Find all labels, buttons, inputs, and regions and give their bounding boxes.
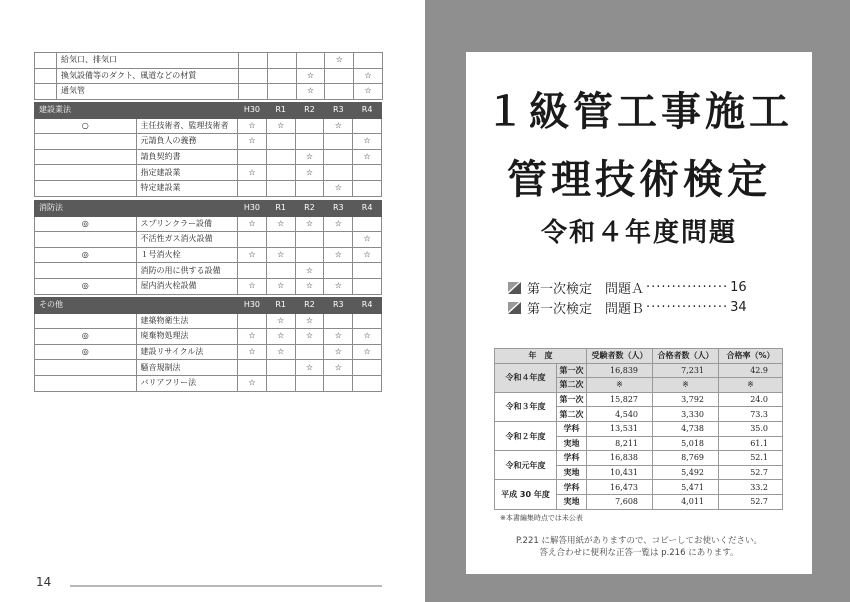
topic-row (35, 84, 383, 100)
stats-passed: 3,330 (653, 407, 719, 422)
stats-passed: 4,738 (653, 421, 719, 436)
stats-row (495, 480, 783, 495)
year-star-cell (238, 360, 267, 376)
year-star-cell (295, 180, 324, 196)
topic-table-construction-business-act (34, 102, 382, 197)
topic-name: 換気設備等のダクト、風道などの材質 (57, 68, 239, 84)
topic-row (35, 118, 382, 134)
importance-mark: ◎ (35, 344, 137, 360)
toc-page: 16 (730, 280, 747, 295)
year-star-cell (266, 375, 295, 391)
year-star-cell (267, 84, 296, 100)
stats-row (495, 363, 783, 378)
stats-examinees: 7,608 (587, 494, 653, 509)
year-header: R4 (353, 298, 382, 314)
stats-pass-rate: 52.7 (719, 494, 783, 509)
year-star-cell: ☆ (353, 149, 382, 165)
year-header: R1 (266, 201, 295, 217)
stats-exam-type: 第一次 (557, 392, 587, 407)
year-star-cell: ☆ (324, 278, 353, 294)
year-star-cell (238, 149, 267, 165)
year-header: R2 (295, 298, 324, 314)
stats-row (495, 421, 783, 436)
stats-exam-type: 学科 (557, 421, 587, 436)
topic-row (35, 375, 382, 391)
stats-examinees: 16,473 (587, 480, 653, 495)
right-page (425, 0, 850, 602)
year-star-cell: ☆ (324, 247, 353, 263)
triangle-bullet-icon (508, 282, 521, 294)
year-star-cell (324, 313, 353, 329)
importance-mark: ◎ (35, 329, 137, 345)
stats-pass-rate: ※ (719, 378, 783, 393)
year-star-cell: ☆ (324, 329, 353, 345)
topic-row (35, 149, 382, 165)
year-star-cell (266, 134, 295, 150)
year-star-cell (266, 149, 295, 165)
year-star-cell: ☆ (296, 84, 325, 100)
topic-name: 廃棄物処理法 (136, 329, 238, 345)
year-star-cell: ☆ (353, 247, 382, 263)
topic-name: 主任技術者、監理技術者 (136, 118, 238, 134)
stats-row (495, 392, 783, 407)
year-star-cell (324, 232, 353, 248)
topic-name: 不活性ガス消火設備 (136, 232, 238, 248)
importance-mark (35, 149, 137, 165)
year-star-cell: ☆ (238, 134, 267, 150)
importance-mark: ○ (35, 118, 137, 134)
subtitle: 令和４年度問題 (540, 218, 737, 248)
category-header-row (35, 103, 382, 119)
header-pass-rate: 合格率（%） (719, 349, 783, 364)
importance-mark: ◎ (35, 247, 137, 263)
stats-pass-rate: 33.2 (719, 480, 783, 495)
year-header: H30 (238, 201, 267, 217)
year-star-cell: ☆ (266, 216, 295, 232)
stats-passed: 5,471 (653, 480, 719, 495)
topic-row (35, 180, 382, 196)
stats-passed: 5,492 (653, 465, 719, 480)
topic-name: 特定建設業 (136, 180, 238, 196)
topic-row (35, 329, 382, 345)
importance-mark (35, 232, 137, 248)
topic-name: 屋内消火栓設備 (136, 278, 238, 294)
year-star-cell (324, 134, 353, 150)
topic-row (35, 232, 382, 248)
stats-examinees: 8,211 (587, 436, 653, 451)
toc-dots: ················ (646, 300, 729, 315)
topic-table-fire-service-act (34, 200, 382, 295)
footer-divider (70, 585, 382, 587)
topic-name: 建設リサイクル法 (136, 344, 238, 360)
year-star-cell (266, 360, 295, 376)
year-star-cell: ☆ (238, 118, 267, 134)
importance-mark (35, 313, 137, 329)
year-star-cell: ☆ (266, 344, 295, 360)
year-star-cell: ☆ (354, 84, 383, 100)
importance-mark (35, 84, 57, 100)
stats-examinees: 16,839 (587, 363, 653, 378)
year-star-cell (353, 216, 382, 232)
year-star-cell (239, 68, 268, 84)
year-star-cell (353, 278, 382, 294)
topic-name: 元請負人の義務 (136, 134, 238, 150)
year-star-cell (295, 232, 324, 248)
stats-pass-rate: 24.0 (719, 392, 783, 407)
year-star-cell: ☆ (295, 278, 324, 294)
importance-mark (35, 375, 137, 391)
year-star-cell (353, 360, 382, 376)
importance-mark (35, 53, 57, 69)
year-header: R4 (353, 103, 382, 119)
year-star-cell (324, 165, 353, 181)
title-line-1: １級管工事施工 (485, 89, 793, 135)
importance-mark (35, 134, 137, 150)
year-star-cell: ☆ (238, 329, 267, 345)
year-star-cell: ☆ (266, 278, 295, 294)
topic-row (35, 278, 382, 294)
exam-statistics-table (494, 348, 783, 510)
topic-row (35, 53, 383, 69)
year-header: R4 (353, 201, 382, 217)
year-star-cell (238, 232, 267, 248)
year-star-cell: ☆ (353, 134, 382, 150)
year-header: R2 (295, 201, 324, 217)
year-star-cell (295, 344, 324, 360)
year-star-cell (354, 53, 383, 69)
stats-row (495, 451, 783, 466)
year-star-cell (353, 165, 382, 181)
stats-exam-type: 第二次 (557, 407, 587, 422)
topic-name: 指定建設業 (136, 165, 238, 181)
stats-exam-type: 実地 (557, 465, 587, 480)
year-star-cell (353, 313, 382, 329)
year-star-cell: ☆ (295, 263, 324, 279)
year-star-cell: ☆ (295, 216, 324, 232)
topic-name: 騒音規制法 (136, 360, 238, 376)
toc-page: 34 (730, 300, 747, 315)
year-star-cell: ☆ (353, 232, 382, 248)
year-header: R2 (295, 103, 324, 119)
category-name: 消防法 (35, 201, 238, 217)
stats-year: 令和２年度 (495, 421, 557, 450)
stats-year: 令和３年度 (495, 392, 557, 421)
stats-pass-rate: 42.9 (719, 363, 783, 378)
year-star-cell (353, 375, 382, 391)
year-star-cell: ☆ (295, 329, 324, 345)
year-star-cell: ☆ (324, 180, 353, 196)
year-header: H30 (238, 103, 267, 119)
year-star-cell (266, 263, 295, 279)
year-star-cell (296, 53, 325, 69)
topic-name: 消防の用に供する設備 (136, 263, 238, 279)
stats-exam-type: 学科 (557, 451, 587, 466)
stats-pass-rate: 61.1 (719, 436, 783, 451)
year-star-cell (324, 375, 353, 391)
year-header: H30 (238, 298, 267, 314)
stats-passed: 8,769 (653, 451, 719, 466)
year-star-cell: ☆ (266, 247, 295, 263)
stats-pass-rate: 35.0 (719, 421, 783, 436)
stats-exam-type: 実地 (557, 494, 587, 509)
header-passed: 合格者数（人） (653, 349, 719, 364)
year-star-cell: ☆ (295, 313, 324, 329)
year-star-cell (353, 263, 382, 279)
year-star-cell (324, 149, 353, 165)
year-star-cell: ☆ (238, 247, 267, 263)
stats-year: 令和４年度 (495, 363, 557, 392)
stats-examinees: 15,827 (587, 392, 653, 407)
topic-row (35, 216, 382, 232)
year-header: R1 (266, 298, 295, 314)
stats-exam-type: 実地 (557, 436, 587, 451)
year-star-cell: ☆ (353, 329, 382, 345)
year-star-cell: ☆ (324, 216, 353, 232)
stats-examinees: 4,540 (587, 407, 653, 422)
header-examinees: 受験者数（人） (587, 349, 653, 364)
stats-examinees: 16,838 (587, 451, 653, 466)
topic-row (35, 344, 382, 360)
topic-name: スプリンクラー設備 (136, 216, 238, 232)
topic-row (35, 68, 383, 84)
year-star-cell (238, 263, 267, 279)
year-header: R1 (266, 103, 295, 119)
year-star-cell: ☆ (295, 149, 324, 165)
year-star-cell (295, 375, 324, 391)
year-star-cell: ☆ (295, 360, 324, 376)
stats-examinees: 10,431 (587, 465, 653, 480)
title-line-2: 管理技術検定 (507, 157, 771, 203)
stats-year: 令和元年度 (495, 451, 557, 480)
toc-entry-problem-a (508, 278, 747, 297)
toc-dots: ················ (646, 280, 729, 295)
importance-mark (35, 165, 137, 181)
page-number: 14 (36, 575, 52, 589)
year-star-cell (295, 134, 324, 150)
year-star-cell (239, 53, 268, 69)
year-star-cell: ☆ (354, 68, 383, 84)
year-star-cell (266, 232, 295, 248)
stats-exam-type: 第一次 (557, 363, 587, 378)
topic-row (35, 263, 382, 279)
year-star-cell: ☆ (238, 375, 267, 391)
answer-sheet-info: P.221 に解答用紙がありますので、コピーしてお使いください。 (516, 536, 762, 546)
stats-passed: ※ (653, 378, 719, 393)
year-star-cell: ☆ (325, 53, 354, 69)
year-star-cell (266, 165, 295, 181)
importance-mark (35, 360, 137, 376)
year-star-cell: ☆ (238, 278, 267, 294)
year-header: R3 (324, 298, 353, 314)
year-star-cell: ☆ (238, 344, 267, 360)
importance-mark (35, 180, 137, 196)
year-star-cell: ☆ (324, 118, 353, 134)
topic-row (35, 313, 382, 329)
category-header-row (35, 201, 382, 217)
year-star-cell (325, 84, 354, 100)
stats-pass-rate: 52.1 (719, 451, 783, 466)
stats-note: ※本書編集時点では未公表 (500, 514, 583, 522)
toc-label: 第一次検定 問題Ａ (527, 282, 645, 297)
year-star-cell (266, 180, 295, 196)
topic-table-other-laws (34, 297, 382, 392)
year-star-cell (238, 313, 267, 329)
year-star-cell (295, 118, 324, 134)
stats-exam-type: 第二次 (557, 378, 587, 393)
header-year: 年 度 (495, 349, 587, 364)
year-star-cell: ☆ (238, 165, 267, 181)
topic-row (35, 134, 382, 150)
topic-name: １号消火栓 (136, 247, 238, 263)
triangle-bullet-icon (508, 302, 521, 314)
stats-exam-type: 学科 (557, 480, 587, 495)
importance-mark (35, 68, 57, 84)
importance-mark (35, 263, 137, 279)
topic-name: 給気口、排気口 (57, 53, 239, 69)
year-star-cell (353, 180, 382, 196)
stats-year: 平成 30 年度 (495, 480, 557, 509)
toc-entry-problem-b (508, 298, 747, 317)
topic-row (35, 360, 382, 376)
stats-passed: 3,792 (653, 392, 719, 407)
year-star-cell: ☆ (266, 313, 295, 329)
stats-passed: 5,018 (653, 436, 719, 451)
topic-table-ventilation (34, 52, 383, 100)
year-header: R3 (324, 103, 353, 119)
year-header: R3 (324, 201, 353, 217)
stats-examinees: 13,531 (587, 421, 653, 436)
stats-passed: 4,011 (653, 494, 719, 509)
year-star-cell (239, 84, 268, 100)
cover-panel (466, 52, 812, 574)
topic-name: 通気管 (57, 84, 239, 100)
year-star-cell: ☆ (296, 68, 325, 84)
topic-row (35, 247, 382, 263)
stats-pass-rate: 52.7 (719, 465, 783, 480)
stats-passed: 7,231 (653, 363, 719, 378)
stats-examinees: ※ (587, 378, 653, 393)
year-star-cell (267, 68, 296, 84)
year-star-cell (267, 53, 296, 69)
year-star-cell: ☆ (324, 344, 353, 360)
year-star-cell (238, 180, 267, 196)
topic-name: 建築物衛生法 (136, 313, 238, 329)
toc-label: 第一次検定 問題Ｂ (527, 302, 645, 317)
year-star-cell (324, 263, 353, 279)
stats-pass-rate: 73.3 (719, 407, 783, 422)
year-star-cell (353, 118, 382, 134)
year-star-cell: ☆ (266, 118, 295, 134)
importance-mark: ◎ (35, 216, 137, 232)
year-star-cell: ☆ (266, 329, 295, 345)
year-star-cell: ☆ (324, 360, 353, 376)
category-header-row (35, 298, 382, 314)
answer-key-info: 答え合わせに便利な正答一覧は p.216 にあります。 (539, 548, 739, 558)
topic-name: バリアフリー法 (136, 375, 238, 391)
topic-row (35, 165, 382, 181)
category-name: その他 (35, 298, 238, 314)
year-star-cell: ☆ (238, 216, 267, 232)
importance-mark: ◎ (35, 278, 137, 294)
category-name: 建設業法 (35, 103, 238, 119)
year-star-cell (325, 68, 354, 84)
year-star-cell (295, 247, 324, 263)
topic-name: 請負契約書 (136, 149, 238, 165)
year-star-cell: ☆ (295, 165, 324, 181)
year-star-cell: ☆ (353, 344, 382, 360)
